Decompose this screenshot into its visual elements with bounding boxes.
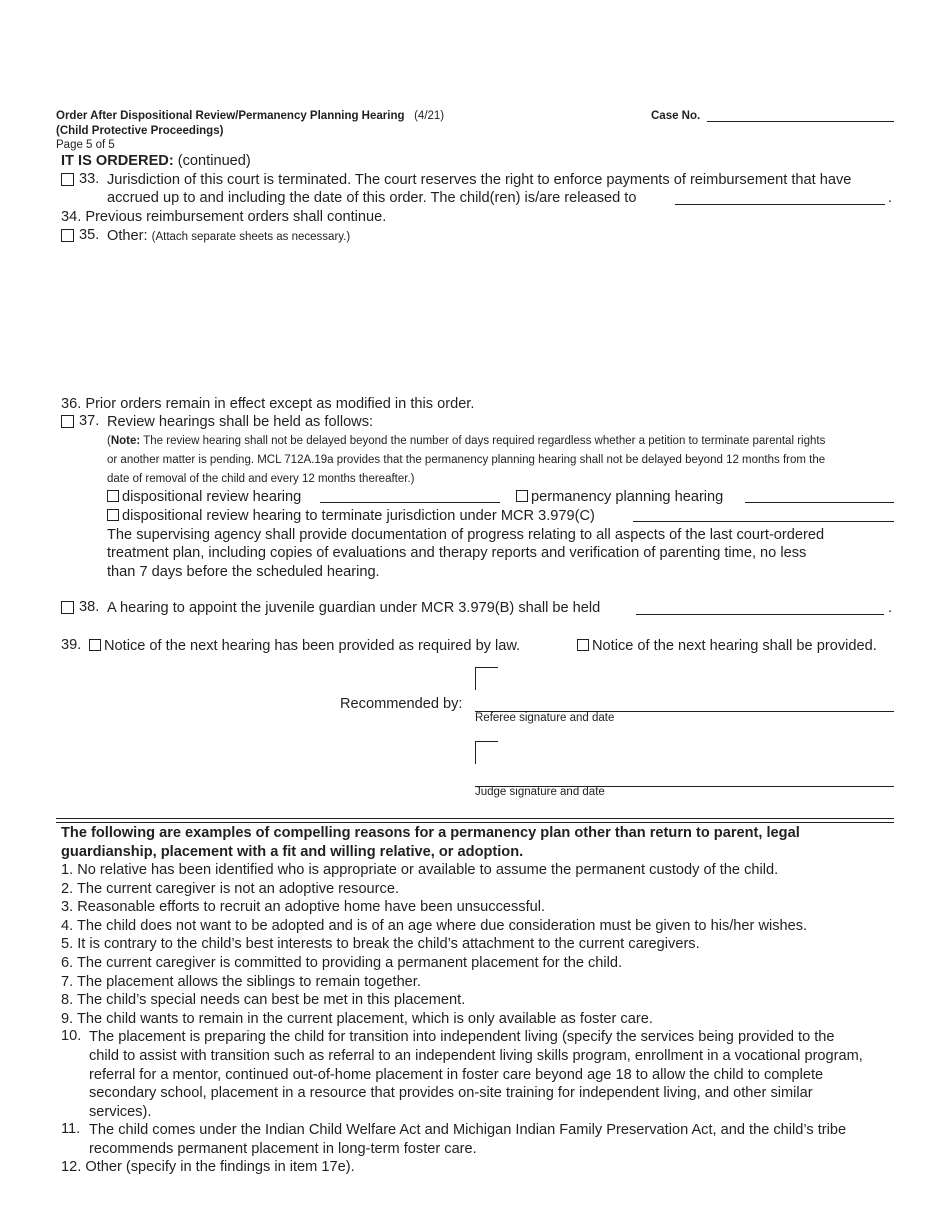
- item-39-option-shall-provide[interactable]: Notice of the next hearing shall be provided.: [577, 637, 877, 656]
- item-37-label: Review hearings shall be held as follows:: [107, 414, 374, 430]
- item-34: 34. Previous reimbursement orders shall continue.: [61, 209, 387, 225]
- reason-11-line1: The child comes under the Indian Child Welfare Act and Michigan Indian Family Preservation Act, and the child’s tribe: [89, 1122, 847, 1138]
- notice-shall-provide-checkbox[interactable]: [577, 639, 589, 651]
- case-no-label: Case No.: [651, 110, 701, 122]
- reason-9: 9. The child wants to remain in the current placement, which is only available as foster care.: [61, 1011, 653, 1027]
- reason-12: 12. Other (specify in the findings in item 17e).: [61, 1159, 355, 1175]
- referee-signature-caption: Referee signature and date: [475, 712, 615, 724]
- item-37-checkbox[interactable]: [61, 415, 74, 428]
- judge-signature-caption: Judge signature and date: [475, 786, 605, 798]
- reasons-heading-1: The following are examples of compelling reasons for a permanency plan other than return to parent, legal: [61, 825, 800, 841]
- permanency-planning-field[interactable]: [745, 502, 894, 503]
- item-37-supervising-3: than 7 days before the scheduled hearing.: [107, 564, 380, 580]
- item-39-number: 39.: [61, 637, 82, 653]
- reason-10-line3: referral for a mentor, continued out-of-home placement in foster care beyond age 18 to allow the child to complete: [89, 1067, 824, 1083]
- item-35-number: 35.: [79, 227, 100, 243]
- referee-signature-corner: [475, 667, 498, 690]
- reason-2: 2. The current caregiver is not an adoptive resource.: [61, 881, 400, 897]
- item-37-supervising-2: treatment plan, including copies of evaluations and therapy reports and verification of parenting time, no less: [107, 545, 807, 561]
- reason-1: 1. No relative has been identified who is appropriate or available to assume the permanent custody of the child.: [61, 862, 779, 878]
- form-subtitle: (Child Protective Proceedings): [56, 125, 224, 137]
- item-37-number: 37.: [79, 413, 100, 429]
- item-38-checkbox[interactable]: [61, 601, 74, 614]
- item-39-option-provided[interactable]: Notice of the next hearing has been provided as required by law.: [89, 637, 520, 656]
- recommended-by-label: Recommended by:: [340, 696, 463, 712]
- item-35-label: Other: (Attach separate sheets as necessary.): [107, 228, 351, 244]
- item-33-checkbox[interactable]: [61, 173, 74, 186]
- notice-provided-checkbox[interactable]: [89, 639, 101, 651]
- reason-10-line5: services).: [89, 1104, 152, 1120]
- item-37-option-permanency[interactable]: permanency planning hearing: [516, 488, 723, 507]
- item-35-checkbox[interactable]: [61, 229, 74, 242]
- item-36: 36. Prior orders remain in effect except as modified in this order.: [61, 396, 475, 412]
- reason-10-line4: secondary school, placement in a resource that provides on-site training for independent living, and other similar: [89, 1085, 813, 1101]
- reasons-heading-2: guardianship, placement with a fit and willing relative, or adoption.: [61, 844, 524, 860]
- ordered-heading: IT IS ORDERED: (continued): [61, 153, 251, 169]
- reason-8: 8. The child’s special needs can best be met in this placement.: [61, 992, 466, 1008]
- section-divider-top: [56, 818, 894, 819]
- reason-5: 5. It is contrary to the child’s best interests to break the child’s attachment to the current caregivers.: [61, 936, 700, 952]
- item-33-line2: accrued up to and including the date of this order. The child(ren) is/are released to: [107, 190, 637, 206]
- terminate-jurisdiction-field[interactable]: [633, 521, 894, 522]
- section-divider-bottom: [56, 822, 894, 823]
- item-37-option-dispositional[interactable]: dispositional review hearing: [107, 488, 301, 507]
- reason-6: 6. The current caregiver is committed to providing a permanent placement for the child.: [61, 955, 623, 971]
- dispositional-review-field[interactable]: [320, 502, 500, 503]
- item-37-note: (Note: The review hearing shall not be delayed beyond the number of days required regardless whether a petition to terminate parental rights or another matter is pending. MCL 712A.19a provides that the permanency planning hearing shall not be delayed beyond 12 months from the date of removal of the child and every 12 months thereafter.): [107, 435, 826, 485]
- reason-10-line1: The placement is preparing the child for transition into independent living (specify the services being provided to the: [89, 1029, 835, 1045]
- reason-4: 4. The child does not want to be adopted and is of an age where due consideration must be given to his/her wishes.: [61, 918, 808, 934]
- page-number: Page 5 of 5: [56, 139, 115, 151]
- judge-signature-corner: [475, 741, 498, 764]
- terminate-jurisdiction-checkbox[interactable]: [107, 509, 119, 521]
- reason-7: 7. The placement allows the siblings to remain together.: [61, 974, 421, 990]
- reason-11-number: 11.: [61, 1121, 81, 1137]
- item-33-line1: Jurisdiction of this court is terminated. The court reserves the right to enforce payments of reimbursement that have: [107, 172, 852, 188]
- reason-10-number: 10.: [61, 1028, 82, 1044]
- item-38-period: .: [888, 600, 893, 616]
- form-version: (4/21): [414, 110, 445, 122]
- item-33-number: 33.: [79, 171, 100, 187]
- reason-10-line2: child to assist with transition such as referral to an independent living skills program, enrollment in a vocational program,: [89, 1048, 863, 1064]
- item-38-label: A hearing to appoint the juvenile guardian under MCR 3.979(B) shall be held: [107, 600, 601, 616]
- case-no-field[interactable]: [707, 121, 894, 122]
- reason-11-line2: recommends permanent placement in long-term foster care.: [89, 1141, 477, 1157]
- item-37-option-terminate[interactable]: dispositional review hearing to terminate jurisdiction under MCR 3.979(C): [107, 507, 595, 526]
- permanency-planning-checkbox[interactable]: [516, 490, 528, 502]
- item-33-released-to-field[interactable]: [675, 204, 885, 205]
- item-33-period: .: [888, 190, 893, 206]
- item-38-number: 38.: [79, 599, 100, 615]
- dispositional-review-checkbox[interactable]: [107, 490, 119, 502]
- item-38-hearing-field[interactable]: [636, 614, 884, 615]
- reason-3: 3. Reasonable efforts to recruit an adoptive home have been unsuccessful.: [61, 899, 546, 915]
- item-37-supervising-1: The supervising agency shall provide documentation of progress relating to all aspects of the last court-ordered: [107, 527, 825, 543]
- form-title: Order After Dispositional Review/Permanency Planning Hearing (4/21): [56, 110, 445, 122]
- item-35-note: (Attach separate sheets as necessary.): [151, 231, 351, 243]
